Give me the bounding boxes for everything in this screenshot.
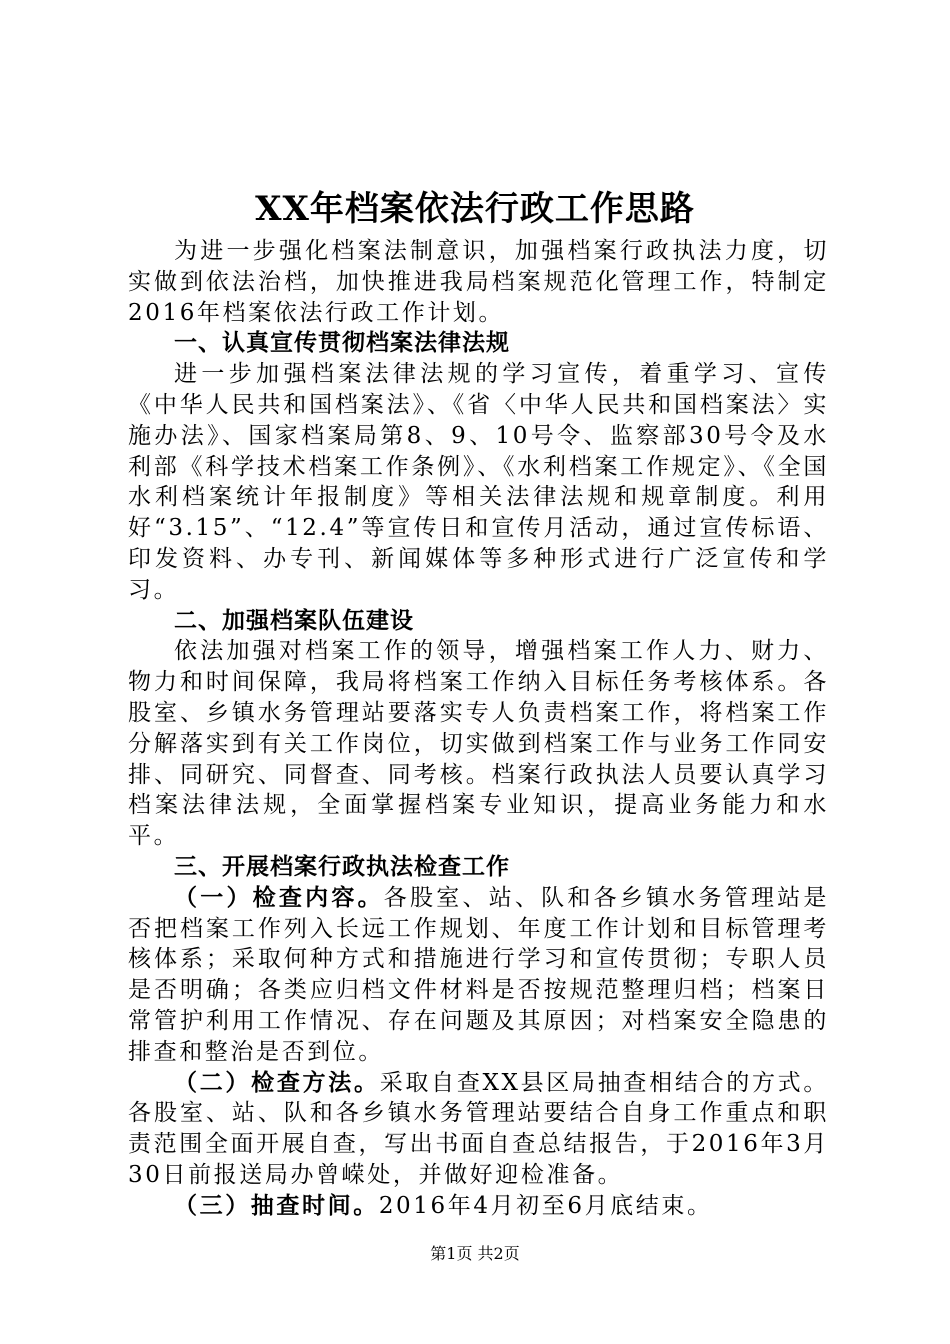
- page-footer: 第1页 共2页: [430, 1244, 520, 1263]
- subsection-text-2: 采取自查XX县区局抽查相结合的方式。各股室、站、队和各乡镇水务管理站要结合自身工作重点和职责范围全面开展自查，写出书面自查总结报告，于2016年3月30日前报送局办曾嵘处，并做好迎检准备。: [128, 1069, 829, 1188]
- intro-paragraph: 为进一步强化档案法制意识，加强档案行政执法力度，切实做到依法治档，加快推进我局档案规范化管理工作，特制定2016年档案依法行政工作计划。: [128, 238, 829, 326]
- section-text-1: 进一步加强档案法律法规的学习宣传，着重学习、宣传《中华人民共和国档案法》、《省〈中华人民共和国档案法〉实施办法》、国家档案局第8、9、10号令、监察部30号令及水利部《科学技术档案工作条例》、《水利档案工作规定》、《全国水利档案统计年报制度》等相关法律法规和规章制度。利用好“3.15”、“12.4”等宣传日和宣传月活动，通过宣传标语、印发资料、办专刊、新闻媒体等多种形式进行广泛宣传和学习。: [128, 361, 829, 603]
- subsection-lead-3: （三）抽查时间。: [174, 1191, 379, 1219]
- subsection-paragraph-2: [128, 1068, 829, 1191]
- document-title: XX年档案依法行政工作思路: [255, 189, 695, 229]
- subsection-text-3: 2016年4月初至6月底结束。: [378, 1192, 713, 1219]
- subsection-paragraph-3: [128, 1191, 829, 1222]
- subsection-lead-2: （二）检查方法。: [174, 1068, 380, 1096]
- subsection-paragraph-1: [128, 883, 829, 1068]
- section-text-2: 依法加强对档案工作的领导，增强档案工作人力、财力、物力和时间保障，我局将档案工作纳入目标任务考核体系。各股室、乡镇水务管理站要落实专人负责档案工作，将档案工作分解落实到有关工作岗位，切实做到档案工作与业务工作同安排、同研究、同督查、同考核。档案行政执法人员要认真学习档案法律法规，全面掌握档案专业知识，提高业务能力和水平。: [128, 638, 829, 850]
- subsection-text-1: 各股室、站、队和各乡镇水务管理站是否把档案工作列入长远工作规划、年度工作计划和目标管理考核体系；采取何种方式和措施进行学习和宣传贯彻；专职人员是否明确；各类应归档文件材料是否按规范整理归档；档案日常管护利用工作情况、存在问题及其原因；对档案安全隐患的排查和整治是否到位。: [128, 884, 829, 1065]
- section-heading-3: 三、开展档案行政执法检查工作: [174, 852, 510, 880]
- section-heading-2: 二、加强档案队伍建设: [174, 606, 414, 634]
- section-heading-1: 一、认真宣传贯彻档案法律法规: [174, 329, 510, 357]
- subsection-lead-1: （一）检查内容。: [174, 883, 384, 911]
- document-body: [128, 236, 829, 1222]
